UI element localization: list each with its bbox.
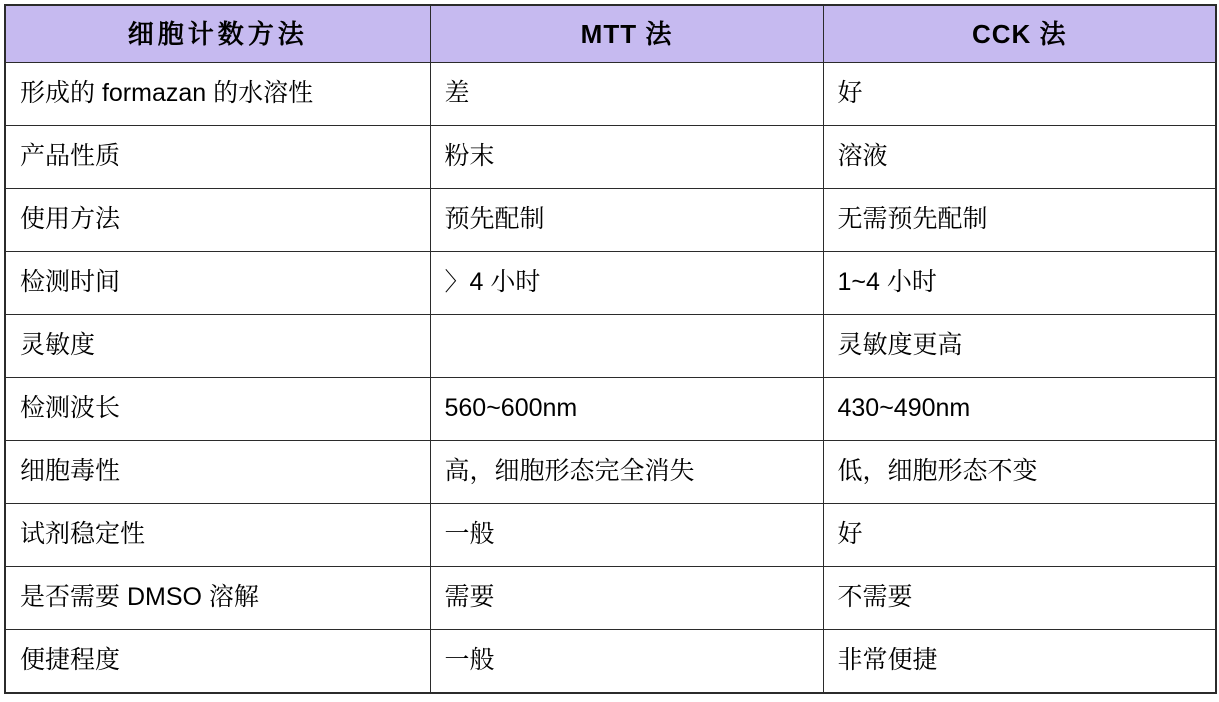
row-label: 产品性质 <box>5 126 430 189</box>
cell-cck: 430~490nm <box>823 378 1216 441</box>
column-header-mtt: MTT 法 <box>430 5 823 63</box>
row-label: 细胞毒性 <box>5 441 430 504</box>
row-label: 是否需要 DMSO 溶解 <box>5 567 430 630</box>
table-row <box>5 441 1216 504</box>
row-label: 检测波长 <box>5 378 430 441</box>
cell-cck: 低，细胞形态不变 <box>823 441 1216 504</box>
column-header-method: 细胞计数方法 <box>5 5 430 63</box>
table-body <box>5 63 1216 694</box>
header-row <box>5 5 1216 63</box>
row-label: 灵敏度 <box>5 315 430 378</box>
comparison-table <box>4 4 1217 694</box>
cell-mtt: 高，细胞形态完全消失 <box>430 441 823 504</box>
cell-cck: 灵敏度更高 <box>823 315 1216 378</box>
cell-cck: 1~4 小时 <box>823 252 1216 315</box>
table-row <box>5 504 1216 567</box>
table-row <box>5 63 1216 126</box>
row-label: 检测时间 <box>5 252 430 315</box>
row-label: 试剂稳定性 <box>5 504 430 567</box>
column-header-cck: CCK 法 <box>823 5 1216 63</box>
table-row <box>5 189 1216 252</box>
cell-cck: 非常便捷 <box>823 630 1216 694</box>
table-row <box>5 126 1216 189</box>
cell-mtt: 一般 <box>430 630 823 694</box>
table-row <box>5 378 1216 441</box>
table-row <box>5 315 1216 378</box>
cell-mtt: 〉4 小时 <box>430 252 823 315</box>
cell-mtt: 需要 <box>430 567 823 630</box>
cell-mtt: 一般 <box>430 504 823 567</box>
row-label: 便捷程度 <box>5 630 430 694</box>
row-label: 形成的 formazan 的水溶性 <box>5 63 430 126</box>
cell-mtt: 差 <box>430 63 823 126</box>
table-row <box>5 252 1216 315</box>
cell-mtt <box>430 315 823 378</box>
row-label: 使用方法 <box>5 189 430 252</box>
table-row <box>5 567 1216 630</box>
cell-mtt: 预先配制 <box>430 189 823 252</box>
cell-cck: 不需要 <box>823 567 1216 630</box>
cell-cck: 好 <box>823 504 1216 567</box>
table-header <box>5 5 1216 63</box>
table-row <box>5 630 1216 694</box>
cell-cck: 无需预先配制 <box>823 189 1216 252</box>
cell-cck: 好 <box>823 63 1216 126</box>
cell-mtt: 560~600nm <box>430 378 823 441</box>
cell-mtt: 粉末 <box>430 126 823 189</box>
cell-cck: 溶液 <box>823 126 1216 189</box>
